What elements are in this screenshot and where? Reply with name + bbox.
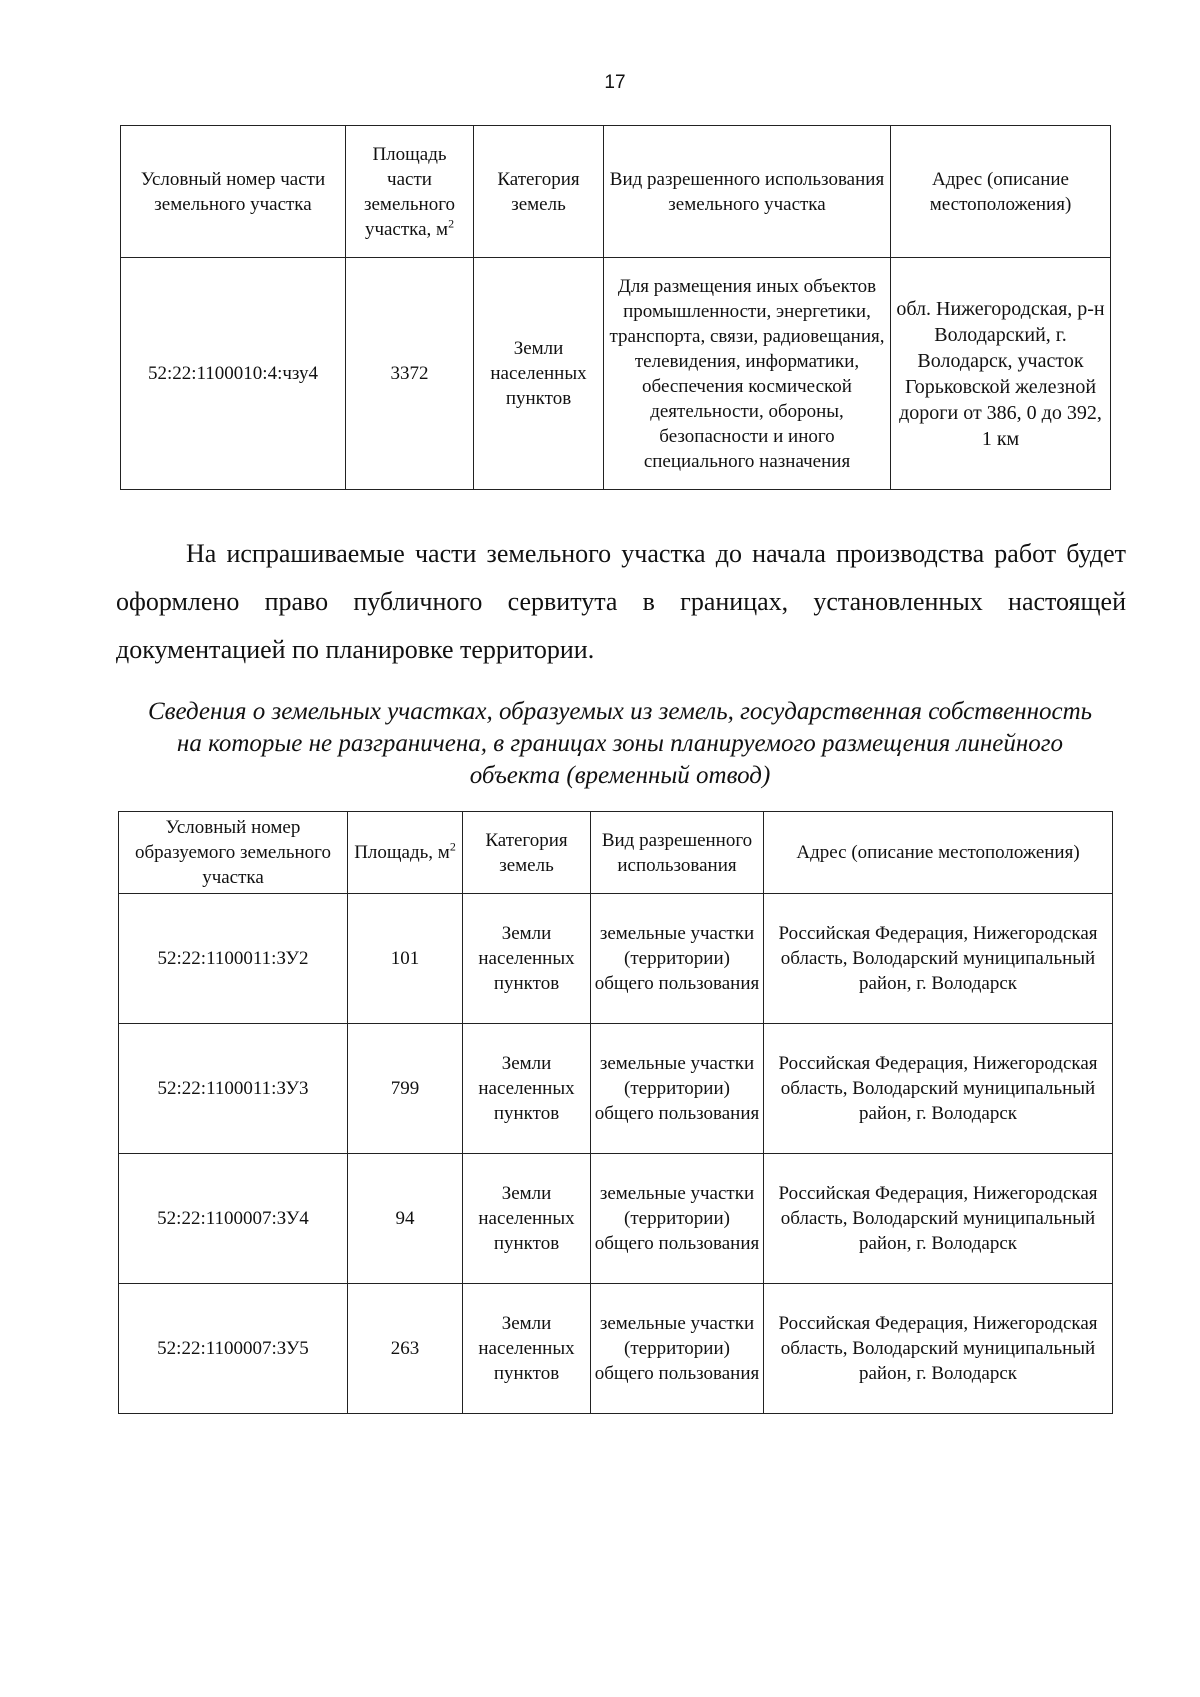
body-paragraph — [116, 530, 1126, 674]
cell-area: 799 — [348, 1024, 463, 1154]
cell-category: Земли населенных пунктов — [463, 1154, 591, 1284]
header-area-unit-sup: 2 — [449, 839, 456, 854]
header-area — [346, 126, 474, 258]
header-area-text: Площадь части земельного участка, м — [363, 143, 456, 240]
cell-number: 52:22:1100011:ЗУ2 — [119, 894, 348, 1024]
cell-use: земельные участки (территории) общего пользования — [591, 1154, 764, 1284]
table-header-row — [119, 812, 1113, 894]
cell-category: Земли населенных пунктов — [474, 258, 604, 490]
page-number: 17 — [604, 72, 626, 93]
cell-address: Российская Федерация, Нижегородская область, Володарский муниципальный район, г. Володарск — [764, 894, 1113, 1024]
cell-area: 94 — [348, 1154, 463, 1284]
cell-address: Российская Федерация, Нижегородская область, Володарский муниципальный район, г. Володарск — [764, 1284, 1113, 1414]
temporary-allotment-table — [118, 811, 1113, 1414]
cell-area: 3372 — [346, 258, 474, 490]
header-area-text: Площадь, м — [354, 842, 450, 863]
header-area-unit-sup: 2 — [448, 216, 455, 231]
cell-category: Земли населенных пунктов — [463, 1024, 591, 1154]
cell-category: Земли населенных пунктов — [463, 1284, 591, 1414]
table-header-row — [121, 126, 1111, 258]
header-area — [348, 812, 463, 894]
paragraph-text: На испрашиваемые части земельного участка до начала производства работ будет оформлено право публичного сервитута в границах, установленных настоящей документацией по планировке территории. — [116, 539, 1126, 664]
header-number: Условный номер образуемого земельного участка — [119, 812, 348, 894]
table-row — [119, 1024, 1113, 1154]
header-number: Условный номер части земельного участка — [121, 126, 346, 258]
table-row — [119, 1154, 1113, 1284]
cell-use: Для размещения иных объектов промышленности, энергетики, транспорта, связи, радиовещания, телевидения, информатики, обеспечения космической деятельности, обороны, безопасности и иного специального назначения — [604, 258, 891, 490]
header-category: Категория земель — [463, 812, 591, 894]
easement-parts-table — [120, 125, 1111, 490]
cell-use: земельные участки (территории) общего пользования — [591, 1284, 764, 1414]
cell-address: обл. Нижегородская, р-н Володарский, г. Володарск, участок Горьковской железной дороги от 386, 0 до 392, 1 км — [891, 258, 1111, 490]
table-row — [121, 258, 1111, 490]
cell-use: земельные участки (территории) общего пользования — [591, 894, 764, 1024]
cell-number: 52:22:1100007:ЗУ5 — [119, 1284, 348, 1414]
header-address: Адрес (описание местоположения) — [764, 812, 1113, 894]
header-address: Адрес (описание местоположения) — [891, 126, 1111, 258]
cell-number: 52:22:1100010:4:чзу4 — [121, 258, 346, 490]
cell-category: Земли населенных пунктов — [463, 894, 591, 1024]
table-caption: Сведения о земельных участках, образуемых из земель, государственная собственность на которые не разграничена, в границах зоны планируемого размещения линейного объекта (временный отвод) — [147, 698, 1093, 789]
table-row — [119, 894, 1113, 1024]
cell-number: 52:22:1100007:ЗУ4 — [119, 1154, 348, 1284]
header-use: Вид разрешенного использования земельного участка — [604, 126, 891, 258]
header-use: Вид разрешенного использования — [591, 812, 764, 894]
header-category: Категория земель — [474, 126, 604, 258]
cell-area: 101 — [348, 894, 463, 1024]
cell-area: 263 — [348, 1284, 463, 1414]
cell-address: Российская Федерация, Нижегородская область, Володарский муниципальный район, г. Володарск — [764, 1154, 1113, 1284]
cell-number: 52:22:1100011:ЗУ3 — [119, 1024, 348, 1154]
cell-use: земельные участки (территории) общего пользования — [591, 1024, 764, 1154]
cell-address: Российская Федерация, Нижегородская область, Володарский муниципальный район, г. Володарск — [764, 1024, 1113, 1154]
table-row — [119, 1284, 1113, 1414]
